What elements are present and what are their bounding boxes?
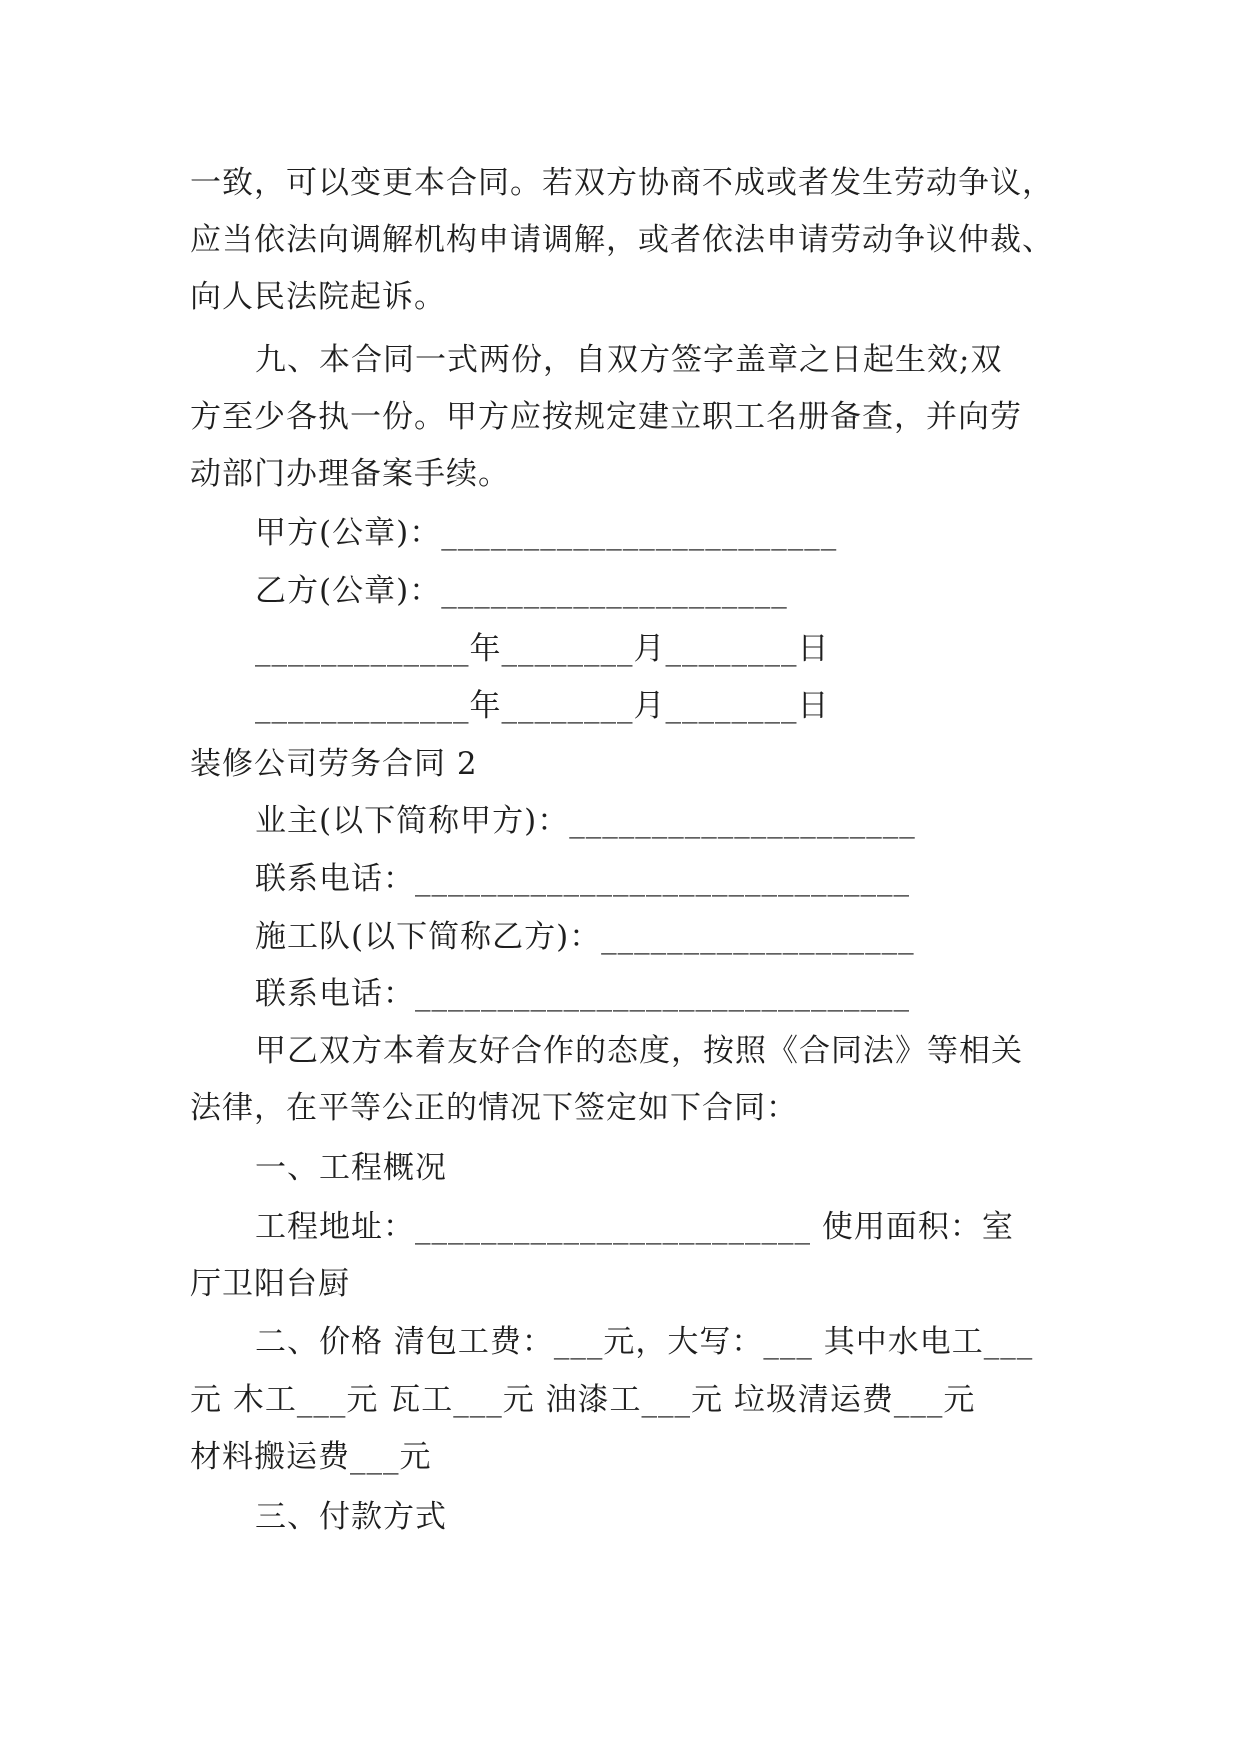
contractor-line: 施工队(以下简称乙方)：___________________ <box>255 919 915 955</box>
project-address-line: 工程地址：________________________ 使用面积：室 <box>255 1209 1014 1245</box>
clause-9-line-2: 方至少各执一份。甲方应按规定建立职工名册备查，并向劳 <box>190 399 1022 435</box>
price-line-2: 元 木工___元 瓦工___元 油漆工___元 垃圾清运费___元 <box>190 1382 976 1418</box>
clause-8-line-3: 向人民法院起诉。 <box>190 279 446 315</box>
price-line-1: 二、价格 清包工费：___元，大写：___ 其中水电工___ <box>255 1324 1034 1360</box>
date-line-2: _____________年________月________日 <box>255 688 830 724</box>
owner-phone-line: 联系电话：______________________________ <box>255 861 910 897</box>
preamble-line-2: 法律，在平等公正的情况下签定如下合同： <box>190 1090 798 1126</box>
date-line-1: _____________年________月________日 <box>255 631 830 667</box>
rooms-line: 厅卫阳台厨 <box>190 1266 350 1302</box>
price-line-3: 材料搬运费___元 <box>190 1439 432 1475</box>
clause-9-line-1: 九、本合同一式两份，自双方签字盖章之日起生效;双 <box>255 342 1003 378</box>
preamble-line-1: 甲乙双方本着友好合作的态度，按照《合同法》等相关 <box>255 1033 1023 1069</box>
clause-9-line-3: 动部门办理备案手续。 <box>190 456 510 492</box>
section-3-heading: 三、付款方式 <box>255 1499 447 1535</box>
section-1-heading: 一、工程概况 <box>255 1150 447 1186</box>
owner-line: 业主(以下简称甲方)：_____________________ <box>255 803 916 839</box>
contract-2-title: 装修公司劳务合同 2 <box>190 746 478 782</box>
clause-8-line-2: 应当依法向调解机构申请调解，或者依法申请劳动争议仲裁、 <box>190 222 1054 258</box>
contractor-phone-line: 联系电话：______________________________ <box>255 976 910 1012</box>
clause-8-line-1: 一致，可以变更本合同。若双方协商不成或者发生劳动争议， <box>190 165 1054 201</box>
party-a-seal-line: 甲方(公章)：________________________ <box>255 515 838 551</box>
party-b-seal-line: 乙方(公章)：_____________________ <box>255 573 788 609</box>
